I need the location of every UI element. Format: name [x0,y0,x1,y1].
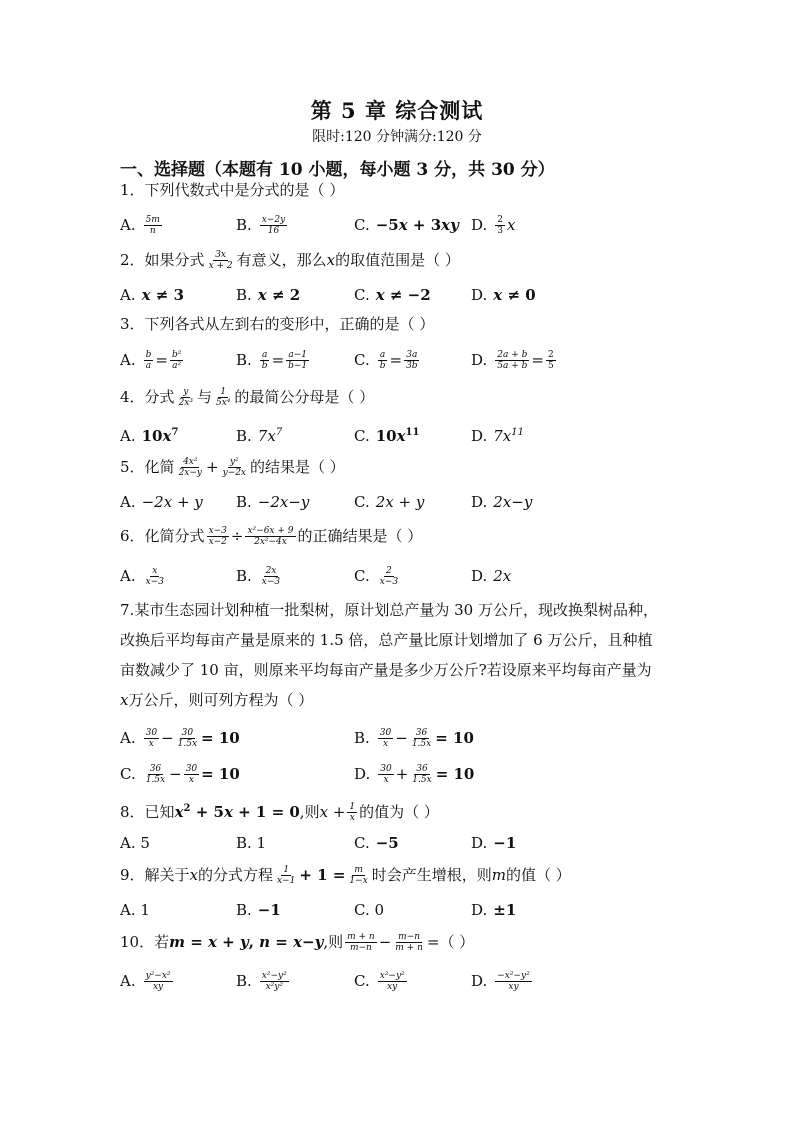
option-d[interactable]: D. $\frac{\text{−x²−y²}}{xy}$ [471,970,530,992]
option-d[interactable]: D. x ≠ 0 [471,286,536,304]
section-heading: 一、选择题（本题有 10 小题，每小题 3 分，共 30 分） [120,160,555,180]
page-subtitle: 限时:120 分钟满分:120 分 [312,129,482,145]
option-d[interactable]: D. ±1 [471,901,517,919]
question-number: 1． [120,181,145,199]
option-b[interactable]: B. $\frac{x-2y}{16}$ [236,214,286,236]
option-b[interactable]: B. $\frac{30}{x}$ − $\frac{36}{1.5x}$ = 10 [354,727,474,749]
option-d[interactable]: D. $\frac{30}{x}$ + $\frac{36}{1.5x}$ = 10 [354,763,475,785]
option-b[interactable]: B. $\frac{2x}{x-3}$ [236,565,281,587]
question-7-line-2: 改换后平均每亩产量是原来的 1.5 倍，总产量比原计划增加了 6 万公斤，且种植 [120,631,653,649]
question-5: 5．化简 $\frac{\text{4x²}}{2x-y}$ + $\frac{\text{y²}}{y-2x}$ 的结果是（ ） [120,456,345,478]
option-c[interactable]: C. $\frac{\text{x²−y²}}{xy}$ [354,970,405,992]
option-a[interactable]: A. $\frac{x}{x-3}$ [120,565,164,587]
option-b[interactable]: B. 1 [236,834,267,852]
option-c[interactable]: C. $10x^{11}$ [354,427,420,445]
page-title: 第 5 章 综合测试 [310,98,484,123]
option-a[interactable]: A. $10x^7$ [120,427,179,445]
question-7-line-3: 亩数减少了 10 亩，则原来平均每亩产量是多少万公斤?若设原来平均每亩产量为 [120,661,652,679]
option-d[interactable]: D. −1 [471,834,517,852]
option-b[interactable]: B. $\frac{a}{b}$ = $\frac{a-1}{b-1}$ [236,349,308,371]
option-a[interactable]: A. 1 [120,901,150,919]
question-3: 3．下列各式从左到右的变形中，正确的是（ ） [120,315,435,333]
option-c[interactable]: C. −5 [354,834,399,852]
question-2: 2．如果分式 $\frac{3x}{x + 2}$ 有意义，那么x的取值范围是（ ） [120,249,460,271]
question-1 [120,180,344,200]
option-c[interactable]: C. $\frac{36}{1.5x}$ − $\frac{30}{x}$ = 10 [120,763,240,785]
question-6: 6．化简分式 $\frac{x-3}{x-2}$ ÷ $\frac{\text{x²−6x + 9}}{\text{2x²−4x}}$ 的正确结果是（ ） [120,525,423,547]
option-b[interactable]: B. −2x−y [236,493,310,511]
option-c[interactable]: C. $\frac{a}{b}$ = $\frac{3a}{3b}$ [354,349,418,371]
option-a[interactable]: A. x ≠ 3 [120,286,185,304]
question-7-line-4: x万公斤，则可列方程为（ ） [120,691,314,709]
question-10: 10．若m = x + y, n = x−y,则 $\frac{m + n}{m-n}$ − $\frac{m-n}{m + n}$ =（ ） [120,931,475,953]
option-a[interactable]: A. $\frac{30}{x}$ − $\frac{30}{1.5x}$ = 10 [120,727,240,749]
question-7: 7.某市生态园计划种植一批梨树，原计划总产量为 30 万公斤，现改换梨树品种， [120,601,658,619]
option-d[interactable]: D. $7x^{11}$ [471,427,525,445]
option-c[interactable]: C. 0 [354,901,385,919]
question-8: 8．已知$x^2 + 5x + 1 = 0$,则x + $\frac{1}{x}$ 的值为（ ） [120,801,439,823]
question-9: 9．解关于x的分式方程 $\frac{1}{x-1}$ + 1 = $\frac{m}{1-x}$ 时会产生增根，则m的值（ ） [120,864,571,886]
option-a[interactable]: A. $\frac{5m}{n}$ [120,214,160,236]
option-d[interactable]: D. $\frac{2}{3}$ x [471,214,516,236]
option-b[interactable]: B. $\frac{\text{x²−y²}}{\text{x²y²}}$ [236,970,287,992]
option-d[interactable]: D. 2x [471,567,512,585]
option-d[interactable]: D. 2x−y [471,493,533,511]
option-b[interactable]: B. x ≠ 2 [236,286,301,304]
option-c[interactable]: C. $\frac{2}{x-3}$ [354,565,399,587]
option-c[interactable]: C. x ≠ −2 [354,286,431,304]
option-a[interactable]: A. $\frac{\text{y²−x²}}{xy}$ [120,970,171,992]
option-a[interactable]: A. $\frac{b}{a}$ = $\frac{\text{b²}}{\text{a²}}$ [120,349,182,371]
option-c[interactable]: C. 2x + y [354,493,425,511]
question-4: 4．分式 $\frac{y}{\text{2x³}}$ 与 $\frac{1}{\text{5x⁴}}$ 的最简公分母是（ ） [120,386,375,408]
option-d[interactable]: D. $\frac{2a + b}{5a + b}$ = $\frac{2}{5}$ [471,349,554,371]
option-a[interactable]: A. −2x + y [120,493,203,511]
option-b[interactable]: B. −1 [236,901,281,919]
option-c[interactable]: C. −5x + 3xy [354,216,459,234]
question-text: 下列代数式中是分式的是（ ） [144,181,345,199]
option-b[interactable]: B. $7x^7$ [236,427,283,445]
option-a[interactable]: A. 5 [120,834,150,852]
